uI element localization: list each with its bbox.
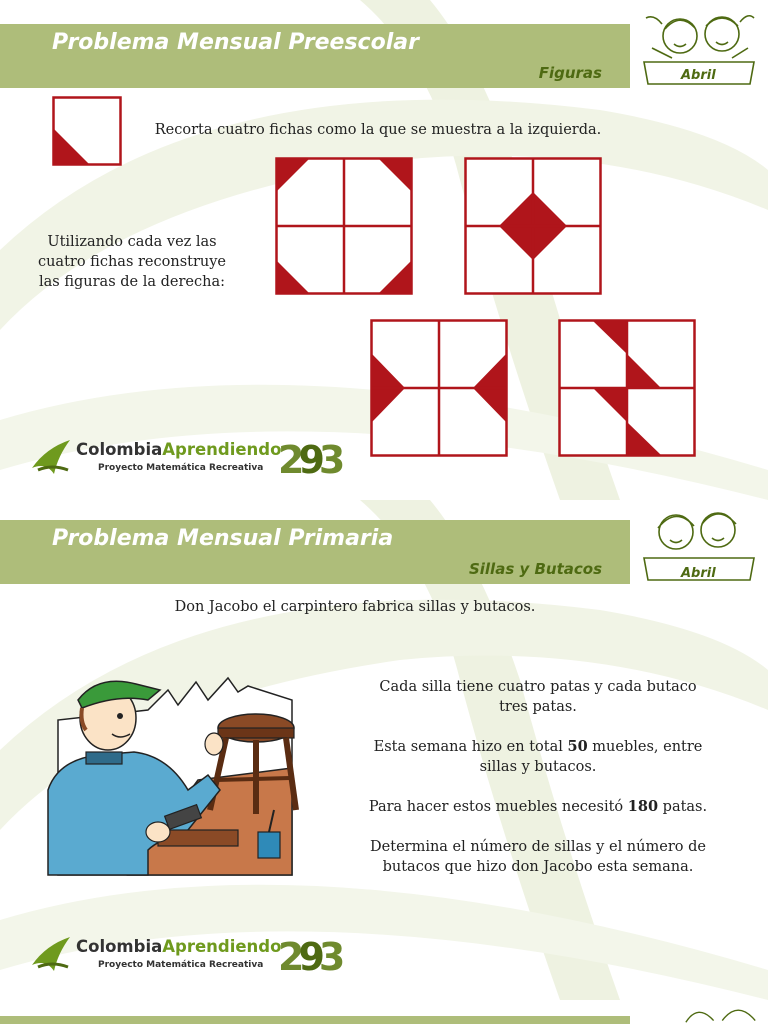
cutout-tile — [52, 96, 122, 166]
figure-diamond — [464, 157, 602, 295]
logo-brand — [76, 440, 281, 459]
colombia-aprendiendo-logo — [28, 430, 358, 480]
p1-line: tres patas. — [499, 699, 577, 715]
logo-leaf-icon — [28, 430, 76, 478]
p2-line: sillas y butacos. — [479, 759, 597, 775]
section2-subtitle: Sillas y Butacos — [468, 560, 602, 578]
section1-title: Problema Mensual Preescolar — [52, 30, 419, 55]
logo-leaf-icon — [28, 927, 76, 975]
section1-month: Abril — [681, 68, 716, 83]
figure-side-triangles — [370, 319, 508, 457]
task-text — [22, 232, 242, 292]
task-line: Utilizando cada vez las — [47, 234, 217, 250]
logo-number — [278, 935, 339, 979]
logo-brand — [76, 937, 281, 956]
p2-text: Esta semana hizo en total — [373, 739, 568, 755]
kids-drawing-icon — [660, 998, 768, 1024]
task-line: cuatro fichas reconstruye — [37, 254, 227, 270]
logo-tagline: Proyecto Matemática Recreativa — [98, 463, 264, 473]
task-line: las figuras de la derecha: — [39, 274, 225, 290]
furniture-count: 50 — [567, 738, 588, 755]
carpenter-illustration — [38, 660, 300, 880]
paragraph-3 — [350, 797, 726, 817]
figure-staircase — [558, 319, 696, 457]
paragraph-1 — [350, 677, 726, 717]
logo-number-a: 2 — [278, 935, 299, 979]
section2-month: Abril — [681, 566, 716, 581]
section2-title: Problema Mensual Primaria — [52, 526, 394, 551]
instruction-text: Recorta cuatro fichas como la que se muestra a la izquierda. — [154, 122, 602, 138]
p3-text: Para hacer estos muebles necesitó — [368, 799, 628, 815]
logo-number-a: 2 — [278, 438, 299, 482]
section1-subtitle: Figuras — [538, 64, 602, 82]
p4-line: butacos que hizo don Jacobo esta semana. — [382, 859, 694, 875]
logo-number — [278, 438, 339, 482]
logo-number-b: 9 — [298, 935, 319, 979]
intro-text: Don Jacobo el carpintero fabrica sillas y butacos. — [174, 599, 536, 615]
p1-line: Cada silla tiene cuatro patas y cada butaco — [379, 679, 697, 695]
section1-banner — [0, 24, 630, 88]
problem-text — [350, 677, 726, 877]
logo-number-c: 3 — [318, 935, 340, 979]
paragraph-2 — [350, 737, 726, 777]
logo-brand-part2: Aprendiendo — [162, 440, 282, 459]
section3-banner — [0, 1016, 630, 1024]
section2-banner — [0, 520, 630, 584]
p3-text: patas. — [658, 799, 708, 815]
logo-number-c: 3 — [318, 438, 340, 482]
p2-text: muebles, entre — [587, 739, 703, 755]
colombia-aprendiendo-logo — [28, 927, 358, 977]
logo-brand-part2: Aprendiendo — [162, 937, 282, 956]
p4-line: Determina el número de sillas y el número de — [370, 839, 706, 855]
paragraph-4 — [350, 837, 726, 877]
logo-brand-part1: Colombia — [76, 440, 163, 459]
logo-brand-part1: Colombia — [76, 937, 163, 956]
logo-number-b: 9 — [298, 438, 319, 482]
legs-count: 180 — [627, 798, 659, 815]
figure-corners — [275, 157, 413, 295]
logo-tagline: Proyecto Matemática Recreativa — [98, 960, 264, 970]
